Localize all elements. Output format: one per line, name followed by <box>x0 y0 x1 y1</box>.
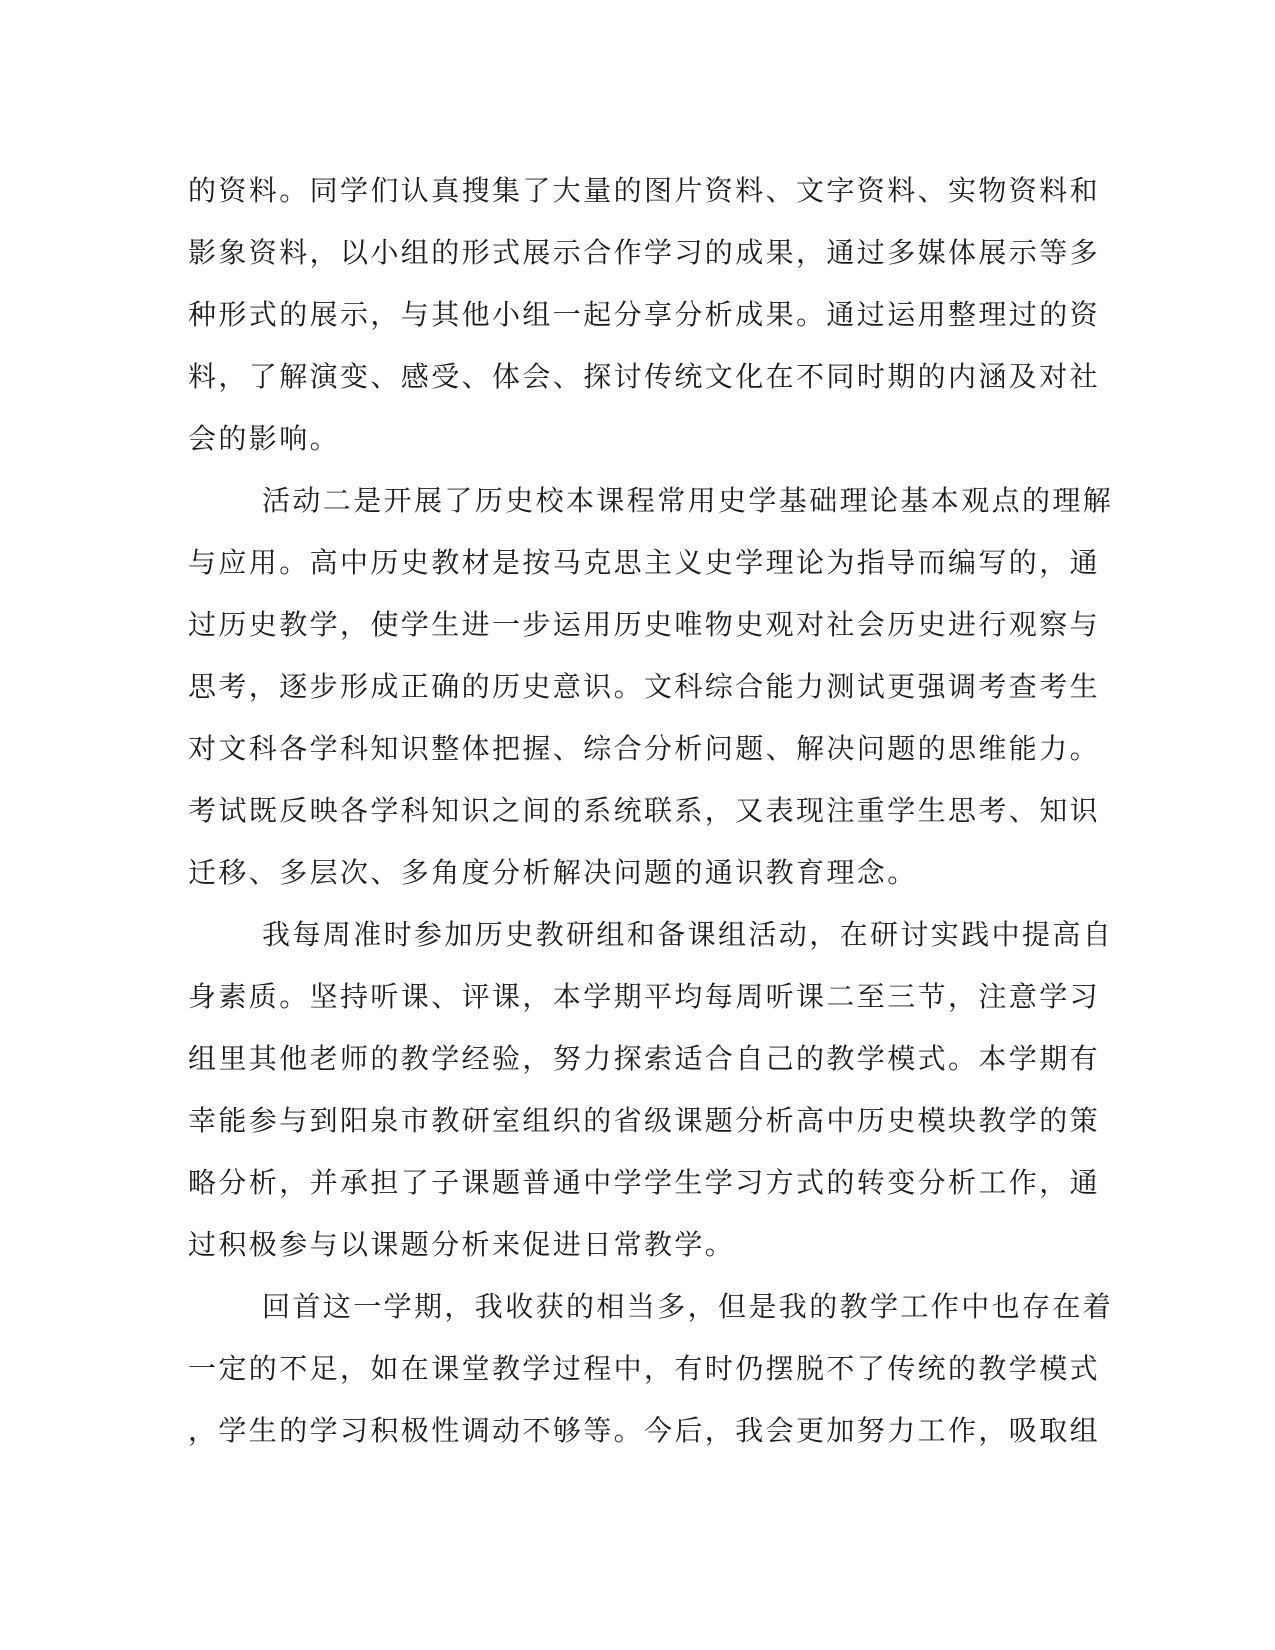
document-body <box>188 160 1114 1462</box>
paragraph-3-line-6: 过积极参与以课题分析来促进日常教学。 <box>188 1228 736 1261</box>
paragraph-2-line-5: 对文科各学科知识整体把握、综合分析问题、解决问题的思维能力。 <box>188 732 1101 765</box>
paragraph-2-line-1: 活动二是开展了历史校本课程常用史学基础理论基本观点的理解 <box>262 484 1114 517</box>
paragraph-2-line-3: 过历史教学，使学生进一步运用历史唯物史观对社会历史进行观察与 <box>188 608 1101 641</box>
paragraph-1-line-4: 料，了解演变、感受、体会、探讨传统文化在不同时期的内涵及对社 <box>188 360 1101 393</box>
paragraph-2-line-7: 迁移、多层次、多角度分析解决问题的通识教育理念。 <box>188 856 918 889</box>
paragraph-1-line-2: 影象资料，以小组的形式展示合作学习的成果，通过多媒体展示等多 <box>188 236 1101 269</box>
paragraph-1-line-1: 的资料。同学们认真搜集了大量的图片资料、文字资料、实物资料和 <box>188 174 1101 207</box>
paragraph-3-line-3: 组里其他老师的教学经验，努力探索适合自己的教学模式。本学期有 <box>188 1042 1101 1075</box>
paragraph-2-line-4: 思考，逐步形成正确的历史意识。文科综合能力测试更强调考查考生 <box>188 670 1101 703</box>
paragraph-4-line-1: 回首这一学期，我收获的相当多，但是我的教学工作中也存在着 <box>262 1290 1114 1323</box>
paragraph-1-line-3: 种形式的展示，与其他小组一起分享分析成果。通过运用整理过的资 <box>188 298 1101 331</box>
paragraph-1-line-5: 会的影响。 <box>188 422 341 455</box>
paragraph-4-line-3: ，学生的学习积极性调动不够等。今后，我会更加努力工作，吸取组 <box>188 1414 1101 1447</box>
paragraph-3-line-4: 幸能参与到阳泉市教研室组织的省级课题分析高中历史模块教学的策 <box>188 1104 1101 1137</box>
paragraph-3-line-1: 我每周准时参加历史教研组和备课组活动，在研讨实践中提高自 <box>262 918 1114 951</box>
paragraph-2-line-2: 与应用。高中历史教材是按马克思主义史学理论为指导而编写的，通 <box>188 546 1101 579</box>
paragraph-3-line-2: 身素质。坚持听课、评课，本学期平均每周听课二至三节，注意学习 <box>188 980 1101 1013</box>
paragraph-4-line-2: 一定的不足，如在课堂教学过程中，有时仍摆脱不了传统的教学模式 <box>188 1352 1101 1385</box>
paragraph-3-line-5: 略分析，并承担了子课题普通中学学生学习方式的转变分析工作，通 <box>188 1166 1101 1199</box>
paragraph-2-line-6: 考试既反映各学科知识之间的系统联系，又表现注重学生思考、知识 <box>188 794 1101 827</box>
